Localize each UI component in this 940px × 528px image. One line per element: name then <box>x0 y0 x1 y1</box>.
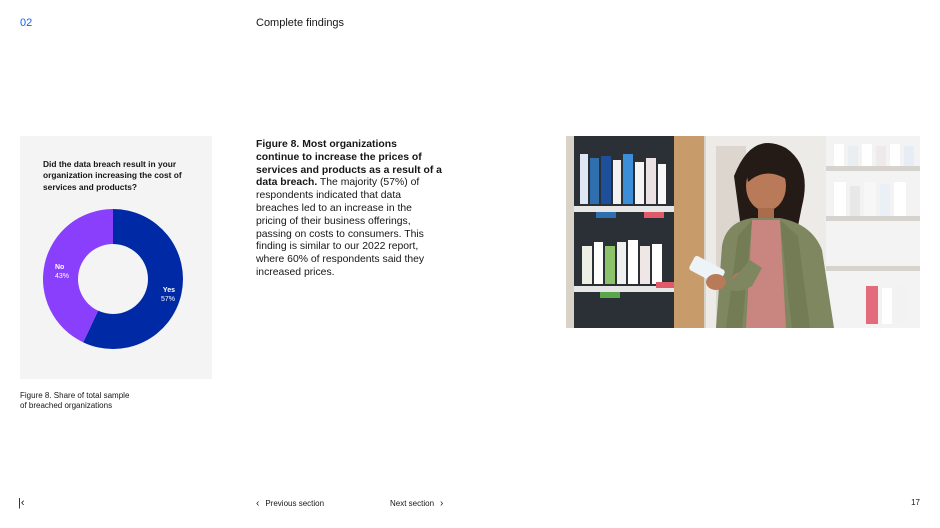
pharmacy-photo-illustration <box>566 136 920 328</box>
page-number: 17 <box>911 498 920 507</box>
caption-line-2: of breached organizations <box>20 401 113 410</box>
slice-label-no: No <box>55 264 65 271</box>
next-section-label: Next section <box>390 499 435 508</box>
first-page-button[interactable] <box>18 497 25 509</box>
slice-label-yes: Yes <box>162 287 175 294</box>
chart-question: Did the data breach result in your organization increasing the cost of services and products? <box>43 159 182 192</box>
body-lead: Figure 8. Most organizations continue to increase the prices of services and products as a result of a data breach. <box>256 139 442 189</box>
slice-value-yes: 57% <box>160 296 175 303</box>
first-page-icon: |‹ <box>18 497 25 509</box>
donut-chart <box>43 209 183 349</box>
previous-section-label: Previous section <box>265 499 325 508</box>
caption-line-1: Figure 8. Share of total sample <box>20 391 130 400</box>
previous-section-button[interactable] <box>256 498 324 509</box>
figure-caption <box>20 391 160 411</box>
slice-value-no: 43% <box>55 273 70 280</box>
chart-card <box>20 136 212 379</box>
chevron-right-icon: › <box>440 498 444 509</box>
chevron-left-icon: ‹ <box>256 498 260 509</box>
section-number: 02 <box>20 17 33 29</box>
section-title: Complete findings <box>256 17 345 29</box>
body-paragraph: The majority (57%) of respondents indicated that data breaches led to an increase in the pricing of their business offerings, passing on costs to consumers. This finding is similar to our 2022 report, where 60% of respondents said they increased prices. <box>256 177 425 278</box>
pharmacy-photo <box>566 136 920 328</box>
body-text <box>256 139 442 280</box>
next-section-button[interactable] <box>390 498 443 509</box>
